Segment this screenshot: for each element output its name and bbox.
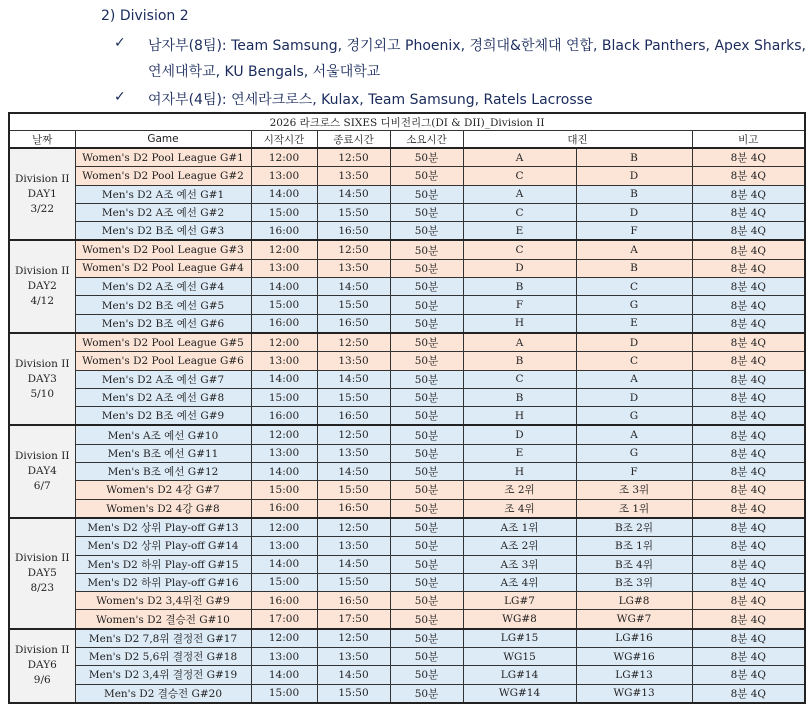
team-b-cell: WG#7 (576, 610, 692, 629)
table-row (9, 259, 805, 277)
team-a-cell: A (463, 185, 576, 203)
team-b-cell: A (576, 425, 692, 444)
end-time-cell: 16:50 (317, 407, 390, 426)
table-row (9, 463, 805, 481)
game-cell: Women's D2 Pool League G#2 (75, 167, 251, 185)
team-b-cell: B조 3위 (576, 573, 692, 591)
team-b-cell: 조 1위 (576, 499, 692, 518)
team-b-cell: C (576, 278, 692, 296)
duration-cell: 50분 (390, 296, 463, 314)
team-b-cell: D (576, 167, 692, 185)
team-b-cell: F (576, 463, 692, 481)
team-b-cell: E (576, 314, 692, 333)
duration-cell: 50분 (390, 388, 463, 406)
team-b-cell: B (576, 185, 692, 203)
check-icon: ✓ (114, 35, 126, 51)
team-b-cell: B조 2위 (576, 518, 692, 537)
team-a-cell: A조 3위 (463, 555, 576, 573)
start-time-cell: 16:00 (251, 314, 317, 333)
game-cell: Men's D2 A조 예선 G#4 (75, 278, 251, 296)
start-time-cell: 15:00 (251, 573, 317, 591)
men-teams-line1: 남자부(8팀): Team Samsung, 경기외고 Phoenix, 경희대&한체대 연합, Black Panthers, Apex Sharks, (148, 38, 806, 54)
header-matchup: 대진 (463, 131, 692, 149)
end-time-cell: 15:50 (317, 684, 390, 703)
start-time-cell: 16:00 (251, 222, 317, 241)
end-time-cell: 12:50 (317, 425, 390, 444)
game-cell: Men's B조 예선 G#12 (75, 463, 251, 481)
day-label-line: DAY5 (27, 566, 57, 579)
team-b-cell: 조 3위 (576, 481, 692, 499)
team-a-cell: F (463, 296, 576, 314)
duration-cell: 50분 (390, 610, 463, 629)
note-cell: 8분 4Q (692, 463, 805, 481)
start-time-cell: 17:00 (251, 610, 317, 629)
team-b-cell: G (576, 407, 692, 426)
duration-cell: 50분 (390, 444, 463, 462)
team-a-cell: H (463, 407, 576, 426)
start-time-cell: 15:00 (251, 684, 317, 703)
game-cell: Men's D2 B조 예선 G#3 (75, 222, 251, 241)
duration-cell: 50분 (390, 148, 463, 167)
table-row (9, 296, 805, 314)
day-label-line: 6/7 (33, 480, 51, 493)
end-time-cell: 13:50 (317, 259, 390, 277)
team-a-cell: WG#8 (463, 610, 576, 629)
duration-cell: 50분 (390, 240, 463, 259)
note-cell: 8분 4Q (692, 610, 805, 629)
end-time-cell: 16:50 (317, 592, 390, 610)
table-row (9, 314, 805, 333)
note-cell: 8분 4Q (692, 407, 805, 426)
game-cell: Men's D2 7,8위 결정전 G#17 (75, 629, 251, 648)
header-date: 날짜 (9, 131, 75, 149)
start-time-cell: 12:00 (251, 333, 317, 352)
start-time-cell: 16:00 (251, 499, 317, 518)
game-cell: Men's D2 B조 예선 G#5 (75, 296, 251, 314)
team-a-cell: B (463, 388, 576, 406)
game-cell: Women's D2 3,4위전 G#9 (75, 592, 251, 610)
game-cell: Women's D2 Pool League G#6 (75, 352, 251, 370)
team-a-cell: B (463, 278, 576, 296)
day-label-line: DAY2 (27, 280, 57, 293)
team-b-cell: B조 1위 (576, 537, 692, 555)
game-cell: Men's D2 B조 예선 G#6 (75, 314, 251, 333)
note-cell: 8분 4Q (692, 629, 805, 648)
game-cell: Men's D2 상위 Play-off G#14 (75, 537, 251, 555)
game-cell: Women's D2 4강 G#8 (75, 499, 251, 518)
team-a-cell: C (463, 167, 576, 185)
end-time-cell: 14:50 (317, 666, 390, 684)
team-a-cell: LG#14 (463, 666, 576, 684)
day-label-line: DAY6 (27, 659, 57, 672)
team-b-cell: B (576, 259, 692, 277)
note-cell: 8분 4Q (692, 167, 805, 185)
note-cell: 8분 4Q (692, 648, 805, 666)
duration-cell: 50분 (390, 407, 463, 426)
day-label-line: Division II (14, 644, 70, 657)
duration-cell: 50분 (390, 648, 463, 666)
duration-cell: 50분 (390, 370, 463, 388)
table-row (9, 425, 805, 444)
end-time-cell: 14:50 (317, 278, 390, 296)
team-a-cell: C (463, 203, 576, 221)
team-b-cell: D (576, 388, 692, 406)
header-row (9, 131, 805, 149)
note-cell: 8분 4Q (692, 444, 805, 462)
day-label (9, 518, 75, 629)
duration-cell: 50분 (390, 352, 463, 370)
team-b-cell: G (576, 444, 692, 462)
team-b-cell: A (576, 370, 692, 388)
day-label-line: DAY1 (27, 187, 57, 200)
start-time-cell: 12:00 (251, 148, 317, 167)
duration-cell: 50분 (390, 463, 463, 481)
end-time-cell: 17:50 (317, 610, 390, 629)
end-time-cell: 15:50 (317, 296, 390, 314)
game-cell: Women's D2 결승전 G#10 (75, 610, 251, 629)
end-time-cell: 12:50 (317, 148, 390, 167)
end-time-cell: 13:50 (317, 167, 390, 185)
game-cell: Women's D2 Pool League G#1 (75, 148, 251, 167)
note-cell: 8분 4Q (692, 370, 805, 388)
game-cell: Men's D2 3,4위 결정전 G#19 (75, 666, 251, 684)
start-time-cell: 13:00 (251, 537, 317, 555)
team-a-cell: H (463, 314, 576, 333)
duration-cell: 50분 (390, 592, 463, 610)
end-time-cell: 15:50 (317, 481, 390, 499)
end-time-cell: 12:50 (317, 333, 390, 352)
team-b-cell: D (576, 203, 692, 221)
duration-cell: 50분 (390, 629, 463, 648)
game-cell: Men's A조 예선 G#10 (75, 425, 251, 444)
header-note: 비고 (692, 131, 805, 149)
day-label-line: Division II (14, 172, 70, 185)
duration-cell: 50분 (390, 185, 463, 203)
duration-cell: 50분 (390, 573, 463, 591)
game-cell: Women's D2 4강 G#7 (75, 481, 251, 499)
team-b-cell: D (576, 333, 692, 352)
team-b-cell: B (576, 148, 692, 167)
duration-cell: 50분 (390, 259, 463, 277)
table-title: 2026 라크로스 SIXES 디비전리그(DI & DII)_Division II (9, 113, 805, 131)
day-label-line: 8/23 (30, 581, 55, 594)
end-time-cell: 16:50 (317, 222, 390, 241)
end-time-cell: 16:50 (317, 499, 390, 518)
start-time-cell: 13:00 (251, 352, 317, 370)
duration-cell: 50분 (390, 499, 463, 518)
end-time-cell: 14:50 (317, 463, 390, 481)
end-time-cell: 15:50 (317, 388, 390, 406)
game-cell: Men's D2 A조 예선 G#8 (75, 388, 251, 406)
team-a-cell: A (463, 148, 576, 167)
team-b-cell: LG#13 (576, 666, 692, 684)
note-cell: 8분 4Q (692, 499, 805, 518)
team-a-cell: WG15 (463, 648, 576, 666)
intro-section (0, 0, 811, 112)
table-row (9, 610, 805, 629)
start-time-cell: 15:00 (251, 481, 317, 499)
duration-cell: 50분 (390, 203, 463, 221)
table-row (9, 629, 805, 648)
men-teams-line2: 연세대학교, KU Bengals, 서울대학교 (148, 64, 381, 80)
note-cell: 8분 4Q (692, 481, 805, 499)
start-time-cell: 12:00 (251, 518, 317, 537)
team-b-cell: G (576, 296, 692, 314)
team-a-cell: D (463, 259, 576, 277)
start-time-cell: 14:00 (251, 463, 317, 481)
start-time-cell: 16:00 (251, 592, 317, 610)
note-cell: 8분 4Q (692, 666, 805, 684)
day-label-line: 5/10 (30, 387, 55, 400)
duration-cell: 50분 (390, 555, 463, 573)
end-time-cell: 14:50 (317, 370, 390, 388)
note-cell: 8분 4Q (692, 185, 805, 203)
note-cell: 8분 4Q (692, 259, 805, 277)
note-cell: 8분 4Q (692, 352, 805, 370)
end-time-cell: 12:50 (317, 240, 390, 259)
day-label (9, 333, 75, 425)
table-row (9, 352, 805, 370)
header-end: 종료시간 (317, 131, 390, 149)
division-heading: 2) Division 2 (101, 8, 189, 24)
end-time-cell: 12:50 (317, 629, 390, 648)
start-time-cell: 15:00 (251, 203, 317, 221)
day-label-line: DAY4 (27, 465, 57, 478)
team-a-cell: A조 4위 (463, 573, 576, 591)
start-time-cell: 15:00 (251, 388, 317, 406)
table-row (9, 481, 805, 499)
day-label-line: DAY3 (27, 372, 57, 385)
team-a-cell: 조 4위 (463, 499, 576, 518)
day-label (9, 240, 75, 332)
day-label-line: 4/12 (30, 295, 55, 308)
check-icon: ✓ (114, 89, 126, 105)
note-cell: 8분 4Q (692, 684, 805, 703)
note-cell: 8분 4Q (692, 592, 805, 610)
team-a-cell: 조 2위 (463, 481, 576, 499)
game-cell: Men's D2 상위 Play-off G#13 (75, 518, 251, 537)
note-cell: 8분 4Q (692, 555, 805, 573)
note-cell: 8분 4Q (692, 388, 805, 406)
game-cell: Men's D2 하위 Play-off G#16 (75, 573, 251, 591)
duration-cell: 50분 (390, 167, 463, 185)
day-label (9, 629, 75, 703)
table-row (9, 148, 805, 167)
end-time-cell: 14:50 (317, 185, 390, 203)
game-cell: Men's D2 5,6위 결정전 G#18 (75, 648, 251, 666)
start-time-cell: 13:00 (251, 259, 317, 277)
day-label-line: 9/6 (33, 674, 51, 687)
team-b-cell: WG#13 (576, 684, 692, 703)
duration-cell: 50분 (390, 518, 463, 537)
game-cell: Men's D2 하위 Play-off G#15 (75, 555, 251, 573)
end-time-cell: 13:50 (317, 648, 390, 666)
note-cell: 8분 4Q (692, 425, 805, 444)
game-cell: Men's D2 결승전 G#20 (75, 684, 251, 703)
start-time-cell: 15:00 (251, 296, 317, 314)
table-row (9, 537, 805, 555)
team-a-cell: LG#15 (463, 629, 576, 648)
game-cell: Men's D2 A조 예선 G#7 (75, 370, 251, 388)
table-row (9, 167, 805, 185)
team-a-cell: A조 2위 (463, 537, 576, 555)
game-cell: Men's B조 예선 G#11 (75, 444, 251, 462)
day-label-line: Division II (14, 357, 70, 370)
start-time-cell: 14:00 (251, 555, 317, 573)
team-b-cell: B조 4위 (576, 555, 692, 573)
end-time-cell: 15:50 (317, 573, 390, 591)
note-cell: 8분 4Q (692, 203, 805, 221)
day-label-line: Division II (14, 450, 70, 463)
table-row (9, 444, 805, 462)
note-cell: 8분 4Q (692, 573, 805, 591)
team-b-cell: LG#8 (576, 592, 692, 610)
team-b-cell: A (576, 240, 692, 259)
note-cell: 8분 4Q (692, 148, 805, 167)
duration-cell: 50분 (390, 333, 463, 352)
header-game: Game (75, 131, 251, 149)
start-time-cell: 13:00 (251, 444, 317, 462)
team-a-cell: A조 1위 (463, 518, 576, 537)
table-row (9, 684, 805, 703)
end-time-cell: 13:50 (317, 444, 390, 462)
team-a-cell: B (463, 352, 576, 370)
table-row (9, 203, 805, 221)
note-cell: 8분 4Q (692, 314, 805, 333)
end-time-cell: 14:50 (317, 555, 390, 573)
note-cell: 8분 4Q (692, 240, 805, 259)
start-time-cell: 16:00 (251, 407, 317, 426)
day-label (9, 425, 75, 517)
team-b-cell: C (576, 352, 692, 370)
table-row (9, 240, 805, 259)
table-row (9, 333, 805, 352)
start-time-cell: 13:00 (251, 167, 317, 185)
duration-cell: 50분 (390, 314, 463, 333)
table-row (9, 518, 805, 537)
start-time-cell: 14:00 (251, 666, 317, 684)
day-label-line: 3/22 (30, 202, 55, 215)
end-time-cell: 13:50 (317, 352, 390, 370)
note-cell: 8분 4Q (692, 296, 805, 314)
team-a-cell: C (463, 370, 576, 388)
start-time-cell: 14:00 (251, 278, 317, 296)
game-cell: Women's D2 Pool League G#5 (75, 333, 251, 352)
team-a-cell: E (463, 222, 576, 241)
table-row (9, 222, 805, 241)
note-cell: 8분 4Q (692, 537, 805, 555)
table-row (9, 573, 805, 591)
women-teams-line: 여자부(4팀): 연세라크로스, Kulax, Team Samsung, Ratels Lacrosse (148, 92, 593, 108)
team-b-cell: F (576, 222, 692, 241)
game-cell: Men's D2 A조 예선 G#2 (75, 203, 251, 221)
game-cell: Men's D2 A조 예선 G#1 (75, 185, 251, 203)
start-time-cell: 12:00 (251, 425, 317, 444)
header-start: 시작시간 (251, 131, 317, 149)
team-b-cell: LG#16 (576, 629, 692, 648)
duration-cell: 50분 (390, 684, 463, 703)
team-a-cell: H (463, 463, 576, 481)
game-cell: Men's D2 B조 예선 G#9 (75, 407, 251, 426)
duration-cell: 50분 (390, 666, 463, 684)
start-time-cell: 12:00 (251, 629, 317, 648)
day-label-line: Division II (14, 551, 70, 564)
duration-cell: 50분 (390, 481, 463, 499)
duration-cell: 50분 (390, 222, 463, 241)
team-a-cell: E (463, 444, 576, 462)
team-a-cell: C (463, 240, 576, 259)
table-row (9, 388, 805, 406)
end-time-cell: 13:50 (317, 537, 390, 555)
start-time-cell: 14:00 (251, 370, 317, 388)
end-time-cell: 15:50 (317, 203, 390, 221)
duration-cell: 50분 (390, 278, 463, 296)
duration-cell: 50분 (390, 537, 463, 555)
schedule-table (8, 112, 806, 704)
table-row (9, 185, 805, 203)
note-cell: 8분 4Q (692, 518, 805, 537)
note-cell: 8분 4Q (692, 278, 805, 296)
table-row (9, 592, 805, 610)
note-cell: 8분 4Q (692, 222, 805, 241)
team-b-cell: WG#16 (576, 648, 692, 666)
table-row (9, 370, 805, 388)
end-time-cell: 16:50 (317, 314, 390, 333)
team-a-cell: WG#14 (463, 684, 576, 703)
table-row (9, 407, 805, 426)
note-cell: 8분 4Q (692, 333, 805, 352)
end-time-cell: 12:50 (317, 518, 390, 537)
table-row (9, 648, 805, 666)
table-row (9, 555, 805, 573)
duration-cell: 50분 (390, 425, 463, 444)
game-cell: Women's D2 Pool League G#3 (75, 240, 251, 259)
game-cell: Women's D2 Pool League G#4 (75, 259, 251, 277)
start-time-cell: 12:00 (251, 240, 317, 259)
team-a-cell: A (463, 333, 576, 352)
team-a-cell: D (463, 425, 576, 444)
day-label (9, 148, 75, 240)
table-row (9, 278, 805, 296)
table-row (9, 499, 805, 518)
day-label-line: Division II (14, 265, 70, 278)
start-time-cell: 13:00 (251, 648, 317, 666)
start-time-cell: 14:00 (251, 185, 317, 203)
table-row (9, 666, 805, 684)
header-duration: 소요시간 (390, 131, 463, 149)
team-a-cell: LG#7 (463, 592, 576, 610)
